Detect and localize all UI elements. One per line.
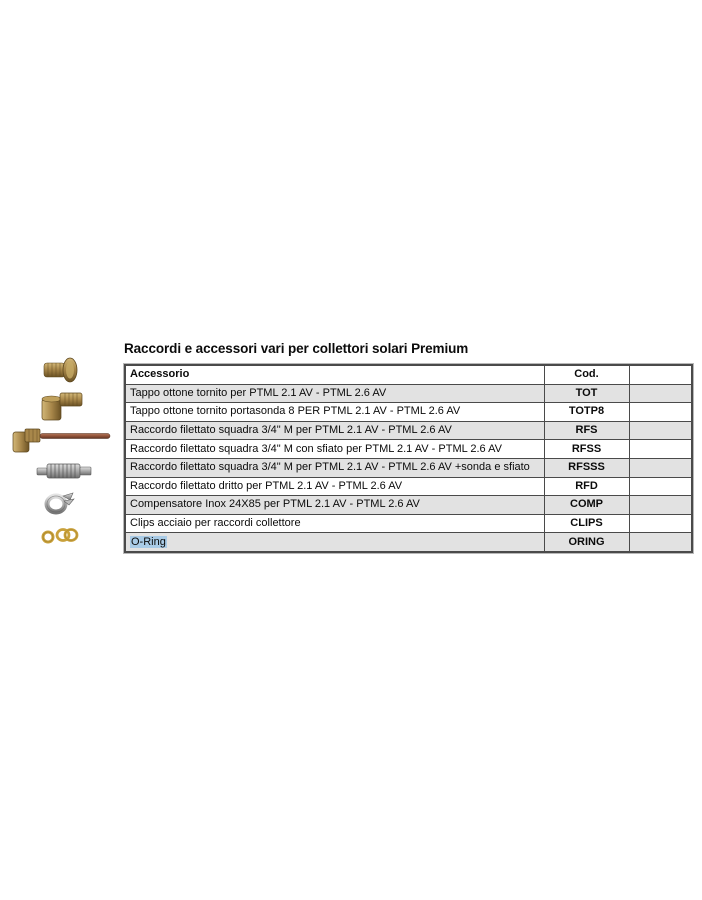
accessory-table-container xyxy=(124,364,693,553)
accessory-name: Compensatore Inox 24X85 per PTML 2.1 AV - PTML 2.6 AV xyxy=(125,496,544,515)
accessory-name xyxy=(125,533,544,552)
empty-cell xyxy=(629,477,692,496)
table-row xyxy=(125,477,692,496)
accessory-code: COMP xyxy=(544,496,629,515)
accessory-code: TOTP8 xyxy=(544,403,629,422)
col-header-cod: Cod. xyxy=(544,365,629,384)
table-row xyxy=(125,403,692,422)
o-rings-photo xyxy=(40,527,80,545)
accessory-code: TOT xyxy=(544,384,629,403)
accessory-name: Clips acciaio per raccordi collettore xyxy=(125,514,544,533)
accessory-name: Raccordo filettato dritto per PTML 2.1 AV - PTML 2.6 AV xyxy=(125,477,544,496)
empty-cell xyxy=(629,403,692,422)
table-row xyxy=(125,533,692,552)
table-row xyxy=(125,384,692,403)
accessory-name: Raccordo filettato squadra 3/4" M per PTML 2.1 AV - PTML 2.6 AV +sonda e sfiato xyxy=(125,458,544,477)
accessory-code: RFD xyxy=(544,477,629,496)
brass-elbow-fitting-photo xyxy=(37,386,87,424)
col-header-accessorio: Accessorio xyxy=(125,365,544,384)
empty-cell xyxy=(629,384,692,403)
elbow-with-probe-rod-photo xyxy=(11,423,113,455)
accessory-name: Tappo ottone tornito per PTML 2.1 AV - PTML 2.6 AV xyxy=(125,384,544,403)
brass-turned-cap-photo xyxy=(42,355,80,384)
section-title: Raccordi e accessori vari per collettori solari Premium xyxy=(124,341,469,356)
table-row xyxy=(125,440,692,459)
accessory-code: RFSSS xyxy=(544,458,629,477)
empty-cell xyxy=(629,421,692,440)
accessory-code: CLIPS xyxy=(544,514,629,533)
empty-cell xyxy=(629,533,692,552)
accessory-table xyxy=(124,364,693,553)
inox-compensator-photo xyxy=(36,459,92,483)
accessory-name: Tappo ottone tornito portasonda 8 PER PTML 2.1 AV - PTML 2.6 AV xyxy=(125,403,544,422)
selected-text[interactable]: O-Ring xyxy=(131,535,166,548)
accessory-code: ORING xyxy=(544,533,629,552)
table-header-row xyxy=(125,365,692,384)
empty-cell xyxy=(629,496,692,515)
empty-cell xyxy=(629,458,692,477)
table-row xyxy=(125,458,692,477)
accessory-name: Raccordo filettato squadra 3/4" M per PTML 2.1 AV - PTML 2.6 AV xyxy=(125,421,544,440)
steel-clip-photo xyxy=(43,490,77,517)
table-row xyxy=(125,496,692,515)
table-row xyxy=(125,421,692,440)
accessory-code: RFS xyxy=(544,421,629,440)
col-header-extra xyxy=(629,365,692,384)
table-row xyxy=(125,514,692,533)
accessory-name: Raccordo filettato squadra 3/4" M con sfiato per PTML 2.1 AV - PTML 2.6 AV xyxy=(125,440,544,459)
empty-cell xyxy=(629,514,692,533)
accessory-code: RFSS xyxy=(544,440,629,459)
empty-cell xyxy=(629,440,692,459)
